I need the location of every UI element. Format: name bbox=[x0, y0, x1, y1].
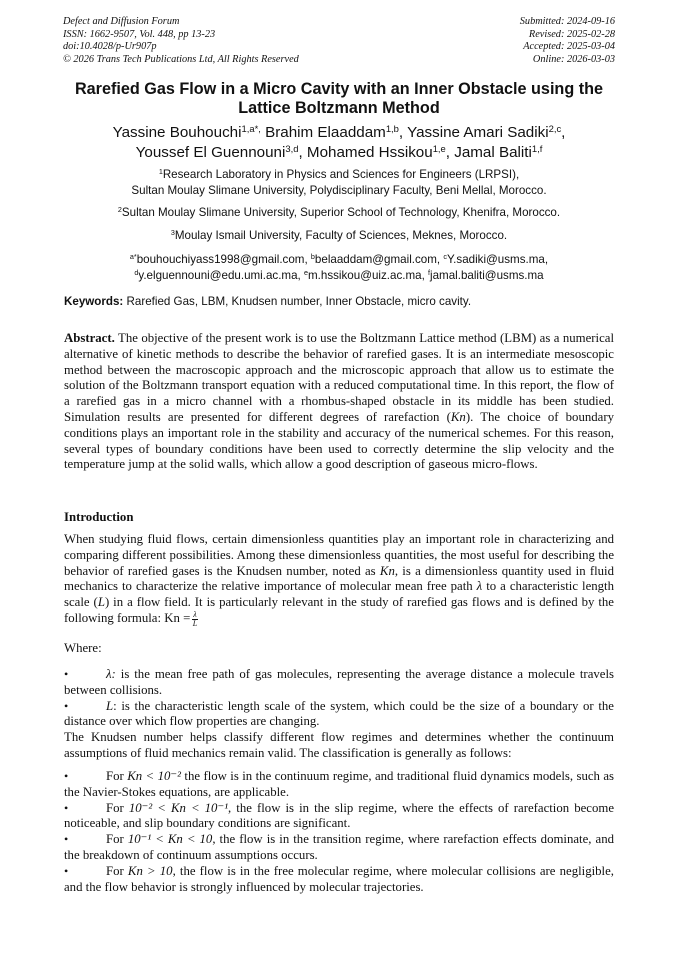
body-text: ) in a flow field. It is particularly relevant in the study of rarefied gas flows and is defined by the following formula: bbox=[64, 595, 614, 626]
body-text: For bbox=[106, 769, 128, 783]
length-symbol: L bbox=[106, 698, 114, 713]
author-sup: 1,f bbox=[531, 142, 543, 154]
body-text: , the flow is in the slip regime, where the effects of rarefaction become noticeable, and slip boundary conditions are significant. bbox=[64, 800, 615, 831]
doi[interactable]: doi:10.4028/p-Ur907p bbox=[63, 41, 157, 53]
author-sup: 2,c bbox=[548, 122, 562, 134]
classification-paragraph: The Knudsen number helps classify different flow regimes and determines whether the continuum assumptions of fluid mechanics remain valid. The classification is generally as follows: bbox=[64, 730, 614, 760]
lambda-symbol: λ: bbox=[106, 667, 116, 681]
submitted-date: Submitted: 2024-09-16 bbox=[519, 16, 615, 27]
email-link[interactable]: Y.sadiki@usms.ma bbox=[446, 253, 545, 266]
keywords-label: Keywords: bbox=[64, 295, 124, 308]
affiliation-text: Research Laboratory in Physics and Sciences for Engineers (LRPSI), bbox=[162, 168, 520, 181]
keywords-text: Rarefied Gas, LBM, Knudsen number, Inner Obstacle, micro cavity. bbox=[126, 295, 472, 308]
author-sup: 3,d bbox=[285, 142, 299, 154]
email-sup: c bbox=[443, 252, 447, 262]
title-line: Lattice Boltzmann Method bbox=[238, 99, 440, 117]
inline-math: 10⁻¹ < Kn < 10 bbox=[127, 832, 213, 847]
email-sup: a* bbox=[129, 252, 137, 262]
kn-symbol: Kn bbox=[450, 409, 466, 424]
author-name: Youssef El Guennouni bbox=[135, 144, 286, 161]
bullet-icon: • bbox=[64, 800, 69, 815]
email-sup: e bbox=[304, 267, 308, 277]
author-sup: 1,e bbox=[432, 142, 446, 154]
list-item bbox=[64, 667, 614, 699]
issn: ISSN: 1662-9507, Vol. 448, pp 13-23 bbox=[63, 28, 216, 40]
accepted-date: Accepted: 2025-03-04 bbox=[523, 41, 615, 53]
author-sup: 1,a*, bbox=[241, 122, 261, 134]
author-name: Brahim Elaaddam bbox=[265, 124, 386, 141]
abstract-label: Abstract. bbox=[64, 331, 115, 345]
abstract bbox=[64, 331, 614, 473]
affiliation-sup: 1 bbox=[158, 167, 163, 177]
affiliations bbox=[30, 167, 648, 283]
bullet-icon: • bbox=[64, 698, 69, 713]
fraction-denominator: L bbox=[192, 619, 198, 629]
formula-lhs: Kn = bbox=[164, 611, 191, 626]
inline-math: 10⁻² < Kn < 10⁻¹ bbox=[128, 800, 229, 815]
body-text: the flow is in the continuum regime, and traditional fluid dynamics models, such as the Navier-Stokes equations, are applicable. bbox=[64, 769, 614, 799]
fraction-numerator: λ bbox=[193, 609, 197, 619]
email-sup: d bbox=[134, 267, 139, 277]
affiliation-text: Sultan Moulay Slimane University, Polydisciplinary Faculty, Beni Mellal, Morocco. bbox=[131, 183, 547, 197]
email-link[interactable]: jamal.baliti@usms.ma bbox=[430, 268, 544, 282]
bullet-icon: • bbox=[64, 863, 69, 878]
email-link[interactable]: belaaddam@gmail.com bbox=[314, 253, 437, 266]
author-name: Jamal Baliti bbox=[454, 144, 532, 161]
author-list: Yassine Bouhouchi$^{1,a*,}$ Brahim Elaaddam$^{1,b}$, Yassine Amari Sadiki$^{2,c}$, Youssef El Guennouni$^{3,d}$, Mohamed Hssikou$^{1,e}$, Jamal Baliti$^{1,f}$ bbox=[112, 122, 566, 161]
body-text: to a characteristic length scale ( bbox=[64, 579, 615, 610]
affiliation-sup: 2 bbox=[117, 205, 122, 215]
email-link[interactable]: y.elguennouni@edu.umi.ac.ma bbox=[138, 268, 298, 282]
regime-list bbox=[64, 769, 614, 895]
affiliation-sup: 3 bbox=[170, 227, 175, 237]
length-symbol: L bbox=[97, 595, 105, 610]
where-label: Where: bbox=[64, 641, 102, 655]
paper-title bbox=[40, 80, 638, 118]
body-text: : is the characteristic length scale of the system, which could be the size of a boundary or the distance over which flow properties are changing. bbox=[64, 698, 614, 729]
journal-name: Defect and Diffusion Forum bbox=[63, 16, 180, 27]
definition-list bbox=[64, 667, 614, 762]
body-text: , is a dimensionless quantity used in fluid mechanics to characterize the relative importance of molecular mean free path bbox=[64, 563, 615, 594]
section-heading: Introduction bbox=[64, 510, 134, 524]
revised-date: Revised: 2025-02-28 bbox=[528, 28, 615, 40]
body-text: , the flow is in the transition regime, where rarefaction effects dominate, and the breakdown of continuum assumptions occurs. bbox=[64, 832, 614, 862]
list-item bbox=[64, 769, 614, 801]
email-link[interactable]: m.hssikou@uiz.ac.ma bbox=[308, 268, 422, 282]
keywords bbox=[64, 295, 624, 308]
body-text: , the flow is in the free molecular regime, where molecular collisions are negligible, and the flow behavior is strongly influenced by molecular trajectories. bbox=[64, 863, 614, 894]
inline-math: Kn > 10 bbox=[127, 863, 173, 878]
formula-fraction bbox=[192, 611, 197, 629]
email-list: $^{a*}$bouhouchiyass1998@gmail.com, $^b$belaaddam@gmail.com, $^c$Y.sadiki@usms.ma, $^d$y.elguennouni@edu.umi.ac.ma, $^e$m.hssikou@uiz.ac.ma, $^f$jamal.baliti@usms.ma bbox=[129, 252, 549, 282]
author-sup: 1,b bbox=[385, 122, 399, 134]
affiliation-text: Sultan Moulay Slimane University, Superior School of Technology, Khenifra, Morocco. bbox=[121, 206, 561, 219]
body-text: For bbox=[106, 863, 128, 878]
kn-symbol: Kn bbox=[379, 563, 395, 578]
author-name: Mohamed Hssikou bbox=[306, 144, 433, 161]
inline-math: Kn < 10⁻² bbox=[127, 769, 181, 783]
title-line: Rarefied Gas Flow in a Micro Cavity with an Inner Obstacle using the bbox=[74, 80, 603, 98]
list-item bbox=[64, 832, 614, 864]
abstract-text: The objective of the present work is to use the Boltzmann Lattice method (LBM) as a numerical alternative of kinetic methods to describe the behavior of rarefied gases. It is an intermediate mesoscopic method between the macroscopic approach and the microscopic approach that allow us to estimate the solution of the Boltzmann transport equation with a reduced computational time. In this report, the flow of a rarefied gas in a micro channel with a rhombus-shaped obstacle in its middle has been studied. Simulation results are presented for different degrees of rarefaction ( bbox=[64, 331, 615, 424]
affiliation-1 bbox=[30, 167, 648, 198]
affiliation-2 bbox=[30, 205, 648, 221]
online-date: Online: 2026-03-03 bbox=[532, 53, 615, 65]
intro-paragraph bbox=[64, 532, 614, 629]
email-sup: f bbox=[428, 267, 431, 277]
list-item bbox=[64, 699, 614, 731]
dates-header bbox=[520, 16, 615, 66]
list-item bbox=[64, 801, 614, 833]
body-text: For bbox=[106, 800, 129, 815]
author-name: Yassine Amari Sadiki bbox=[407, 124, 549, 141]
copyright: © 2026 Trans Tech Publications Ltd, All Rights Reserved bbox=[63, 53, 299, 65]
body-text: is the mean free path of gas molecules, representing the average distance a molecule travels between collisions. bbox=[64, 667, 614, 697]
bullet-icon: • bbox=[64, 769, 69, 783]
email-sup: b bbox=[310, 252, 315, 262]
abstract-text: ). The choice of boundary conditions plays an important role in the stability and accuracy of the numerical schemes. For this reason, several types of boundary conditions have been used to correctly determine the slip velocity and the temperature jump at the solid walls, which allow a good description of gaseous micro-flows. bbox=[64, 409, 614, 472]
email-link[interactable]: bouhouchiyass1998@gmail.com bbox=[136, 253, 305, 266]
body-text: For bbox=[106, 832, 128, 847]
author-name: Yassine Bouhouchi bbox=[112, 124, 242, 141]
bullet-icon: • bbox=[64, 832, 69, 847]
list-item bbox=[64, 864, 614, 896]
lambda-symbol: λ bbox=[476, 579, 483, 594]
journal-header bbox=[63, 16, 299, 66]
affiliation-3 bbox=[30, 228, 648, 244]
bullet-icon: • bbox=[64, 667, 69, 681]
affiliation-text: Moulay Ismail University, Faculty of Sciences, Meknes, Morocco. bbox=[174, 228, 508, 242]
body-text: When studying fluid flows, certain dimensionless quantities play an important role in characterizing and comparing different possibilities. Among these dimensionless quantities, the most useful for describing the behavior of rarefied gases is the Knudsen number, noted as bbox=[64, 532, 614, 578]
